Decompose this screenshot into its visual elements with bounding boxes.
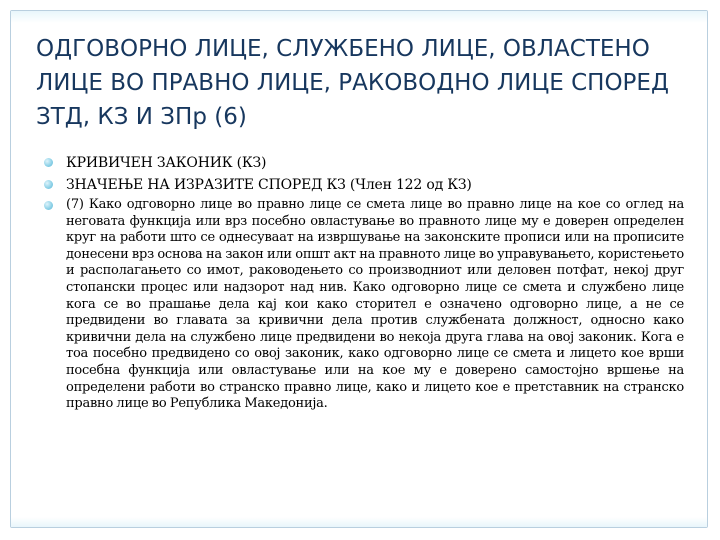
bullet-text: КРИВИЧЕН ЗАКОНИК (КЗ) [66, 155, 267, 171]
circle-bullet-icon [44, 201, 53, 210]
bullet-item-criminal-code [44, 152, 684, 174]
bullet-list [44, 152, 684, 413]
circle-bullet-icon [44, 180, 53, 189]
bottom-accent-band [11, 517, 707, 527]
circle-bullet-icon [44, 158, 53, 167]
bullet-item-paragraph-7 [44, 197, 684, 413]
slide-title: ОДГОВОРНО ЛИЦЕ, СЛУЖБЕНО ЛИЦЕ, ОВЛАСТЕНО ЛИЦЕ ВО ПРАВНО ЛИЦЕ, РАКОВОДНО ЛИЦЕ СПОРЕД ЗТД, КЗ И ЗПр (6) [36, 36, 669, 130]
bullet-item-meaning-of-terms [44, 174, 684, 196]
top-accent-band [11, 11, 707, 23]
bullet-text: ЗНАЧЕЊЕ НА ИЗРАЗИТЕ СПОРЕД КЗ (Член 122 од КЗ) [66, 177, 472, 193]
bullet-text: (7) Како одговорно лице во правно лице се смета лице во правно лице на кое со оглед на неговата функција или врз посебно овластување во правното лице му е доверен определен круг на работи што се однесуваат на извршување на законските прописи или на прописите донесени врз основа на закон или општ акт на правното лице во управувањето, користењето и располагањето со имот, раководењето со производниот или деловен потфат, некој друг стопански процес или надзорот над нив. Како одговорно лице се смета и службено лице кога се во прашање дела кај кои како сторител е означено одговорно лице, а не се предвидени во главата за кривични дела против службената должност, односно како кривични дела на службено лице предвидени во некоја друга глава на овој законик. Кога е тоа посебно предвидено со овој законик, како одговорно лице се смета и лицето кое врши посебна функција или овластување или на кое му е доверено самостојно вршење на определени работи во странско правно лице, како и лицето кое е претставник на странско правно лице во Република Македонија. [66, 197, 684, 412]
